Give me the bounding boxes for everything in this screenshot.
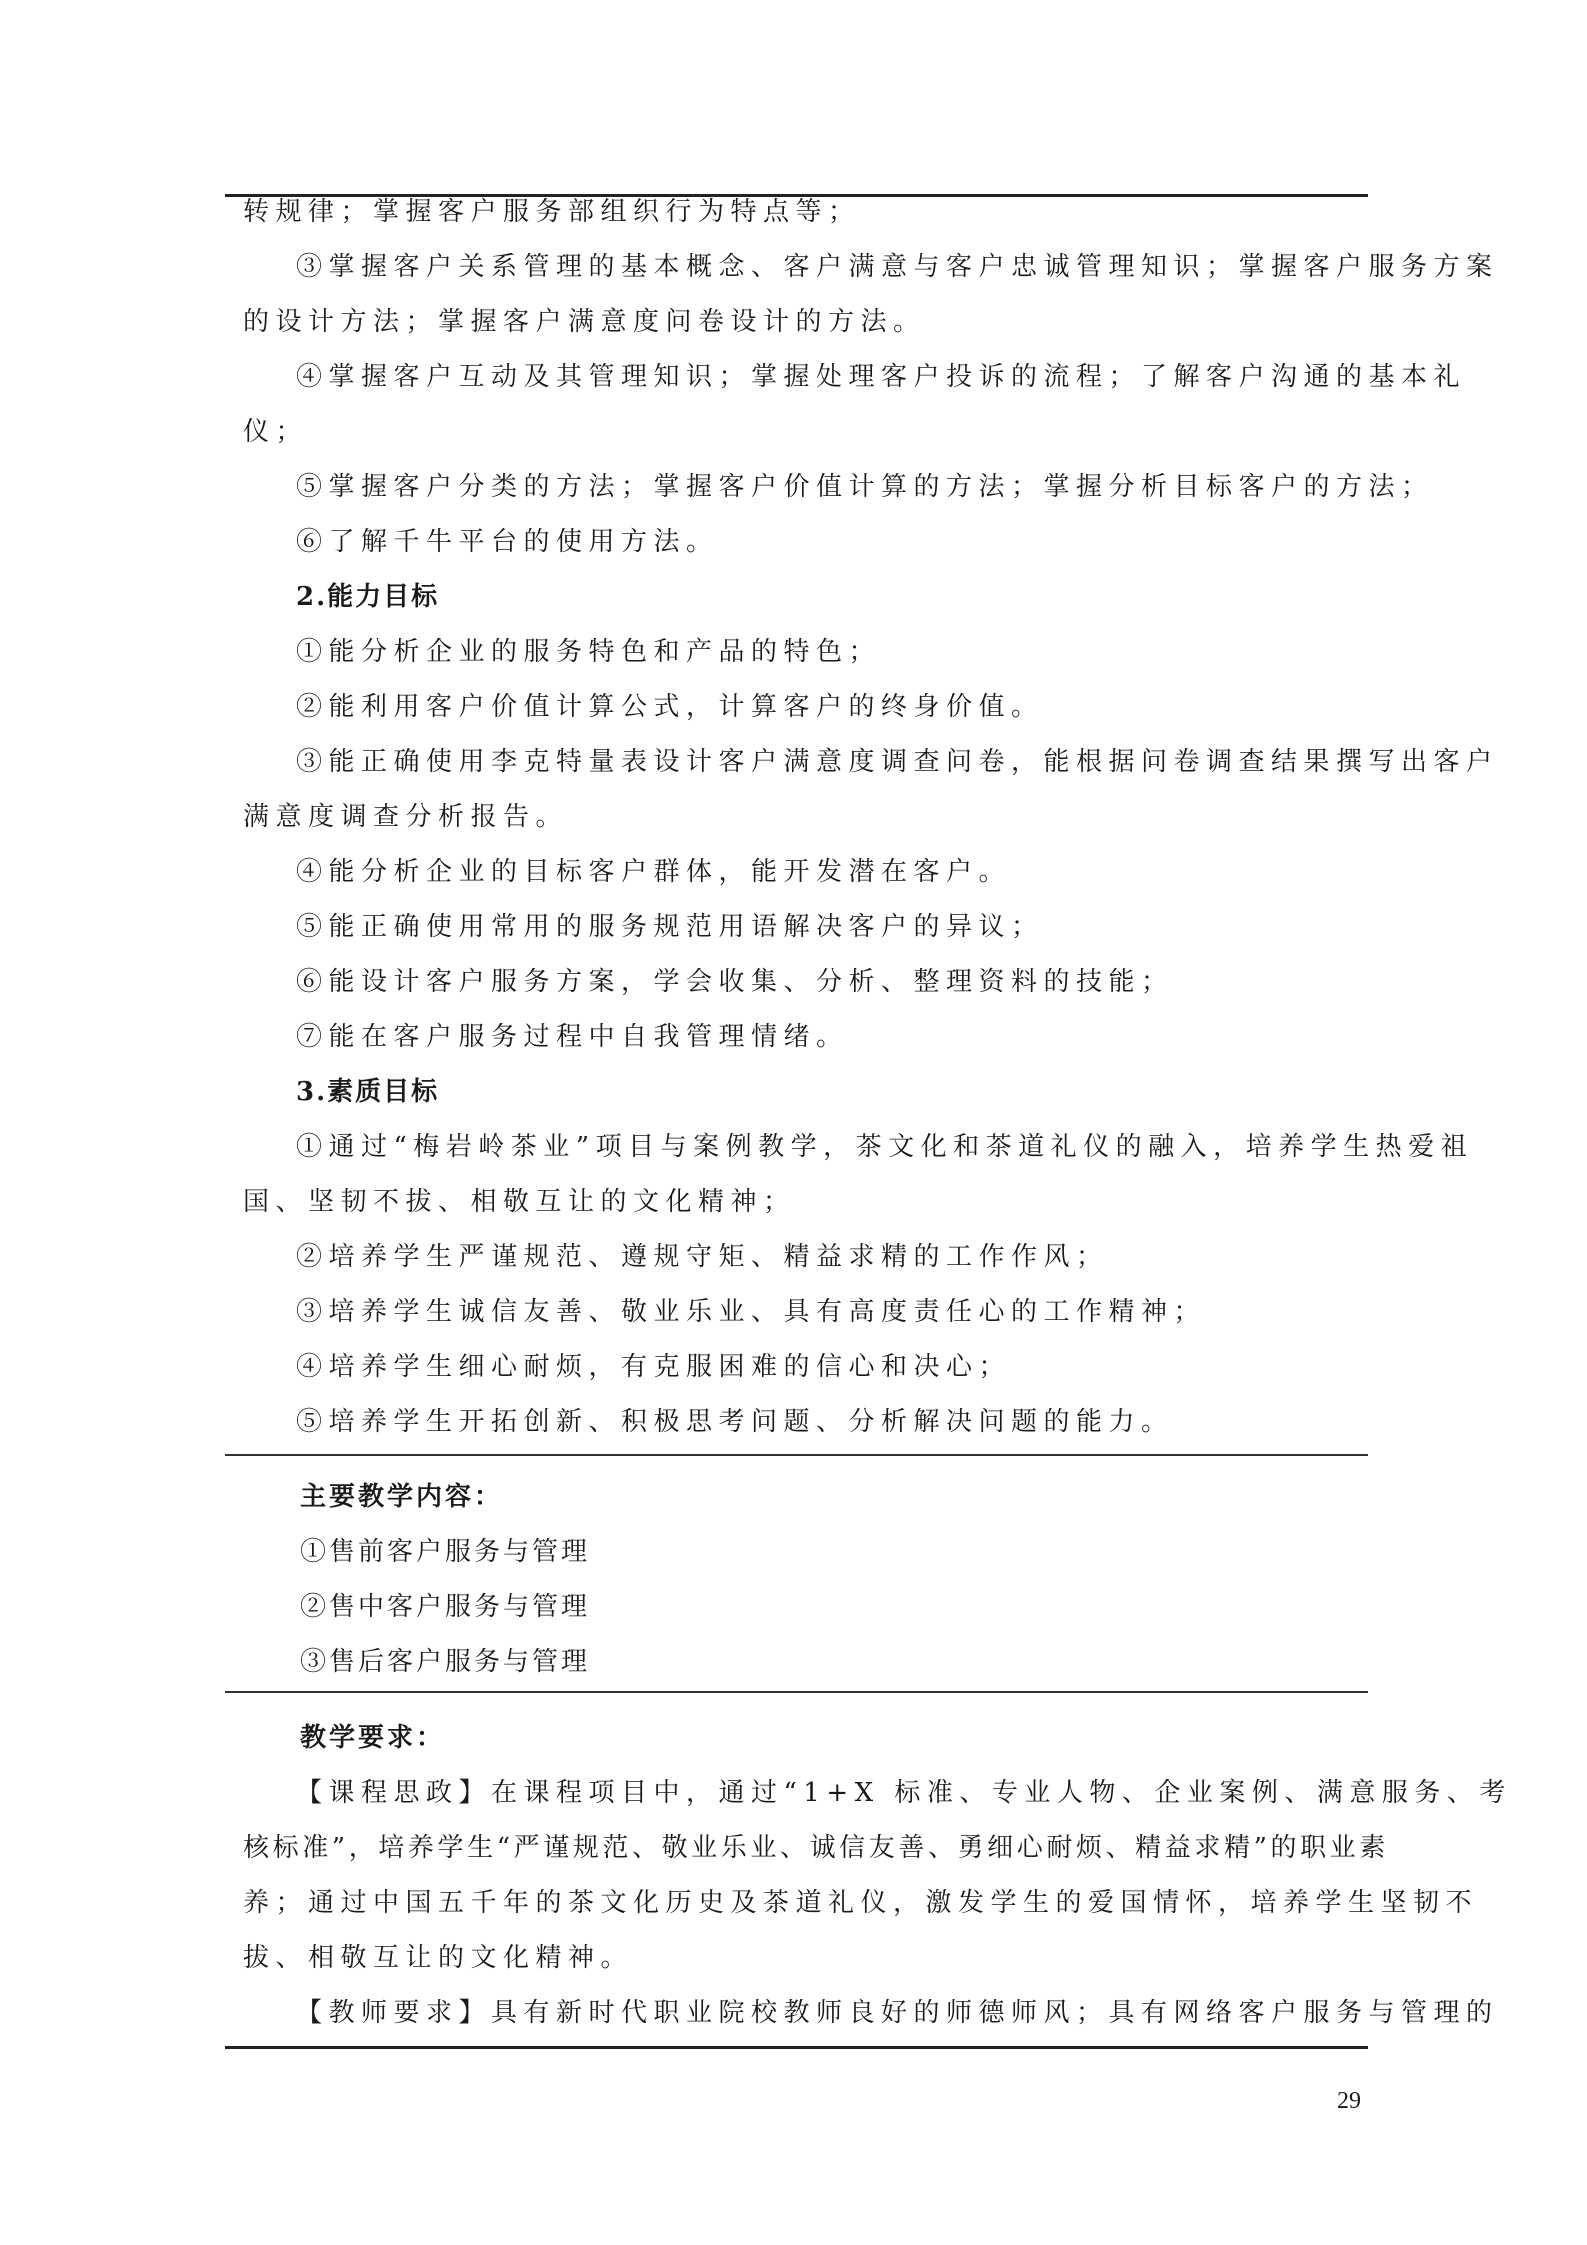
content-item: ③售后客户服务与管理 bbox=[300, 1647, 591, 1677]
section-heading-quality: 3.素质目标 bbox=[296, 1077, 440, 1107]
bottom-rule bbox=[225, 2046, 1368, 2049]
text-line: 核标准”，培养学生“严谨规范、敬业乐业、诚信友善、勇细心耐烦、精益求精”的职业素 bbox=[243, 1833, 1389, 1863]
requirements-title: 教学要求： bbox=[300, 1723, 446, 1753]
text-line: ⑤能正确使用常用的服务规范用语解决客户的异议； bbox=[296, 912, 1044, 942]
text-line: ⑤掌握客户分类的方法；掌握客户价值计算的方法；掌握分析目标客户的方法； bbox=[296, 472, 1434, 502]
page-number: 29 bbox=[1337, 2088, 1361, 2114]
text-line: ②培养学生严谨规范、遵规守矩、精益求精的工作作风； bbox=[296, 1242, 1109, 1272]
text-line: ②能利用客户价值计算公式，计算客户的终身价值。 bbox=[296, 692, 1044, 722]
text-line: 【教师要求】具有新时代职业院校教师良好的师德师风；具有网络客户服务与管理的 bbox=[296, 1998, 1499, 2028]
content-item: ①售前客户服务与管理 bbox=[300, 1537, 591, 1567]
text-line: ⑤培养学生开拓创新、积极思考问题、分析解决问题的能力。 bbox=[296, 1407, 1174, 1437]
text-line: ④掌握客户互动及其管理知识；掌握处理客户投诉的流程；了解客户沟通的基本礼 bbox=[296, 362, 1467, 392]
divider-rule bbox=[225, 1691, 1368, 1693]
text-line: 拔、相敬互让的文化精神。 bbox=[243, 1943, 634, 1973]
text-line: ①能分析企业的服务特色和产品的特色； bbox=[296, 637, 882, 667]
text-line: ④培养学生细心耐烦，有克服困难的信心和决心； bbox=[296, 1352, 1012, 1382]
text-line: 国、坚韧不拔、相敬互让的文化精神； bbox=[243, 1187, 796, 1217]
text-line: ④能分析企业的目标客户群体，能开发潜在客户。 bbox=[296, 857, 1012, 887]
content-item: ②售中客户服务与管理 bbox=[300, 1592, 591, 1622]
content-title: 主要教学内容： bbox=[300, 1482, 504, 1512]
text-line: 满意度调查分析报告。 bbox=[243, 802, 569, 832]
text-line: ③培养学生诚信友善、敬业乐业、具有高度责任心的工作精神； bbox=[296, 1297, 1207, 1327]
text-line: 的设计方法；掌握客户满意度问卷设计的方法。 bbox=[243, 307, 926, 337]
divider-rule bbox=[225, 1454, 1368, 1456]
text-line: ⑦能在客户服务过程中自我管理情绪。 bbox=[296, 1022, 849, 1052]
text-line: ①通过“梅岩岭茶业”项目与案例教学，茶文化和茶道礼仪的融入，培养学生热爱祖 bbox=[296, 1132, 1474, 1162]
section-heading-ability: 2.能力目标 bbox=[296, 582, 440, 612]
text-line: ⑥能设计客户服务方案，学会收集、分析、整理资料的技能； bbox=[296, 967, 1174, 997]
text-line: ⑥了解千牛平台的使用方法。 bbox=[296, 527, 719, 557]
text-line: 转规律；掌握客户服务部组织行为特点等； bbox=[243, 197, 861, 227]
text-line: ③掌握客户关系管理的基本概念、客户满意与客户忠诚管理知识；掌握客户服务方案 bbox=[296, 252, 1499, 282]
text-line: 【课程思政】在课程项目中，通过“1+X 标准、专业人物、企业案例、满意服务、考 bbox=[296, 1778, 1512, 1808]
text-line: 仪； bbox=[243, 417, 309, 447]
text-line: ③能正确使用李克特量表设计客户满意度调查问卷，能根据问卷调查结果撰写出客户 bbox=[296, 747, 1499, 777]
text-line: 养；通过中国五千年的茶文化历史及茶道礼仪，激发学生的爱国情怀，培养学生坚韧不 bbox=[243, 1888, 1479, 1918]
